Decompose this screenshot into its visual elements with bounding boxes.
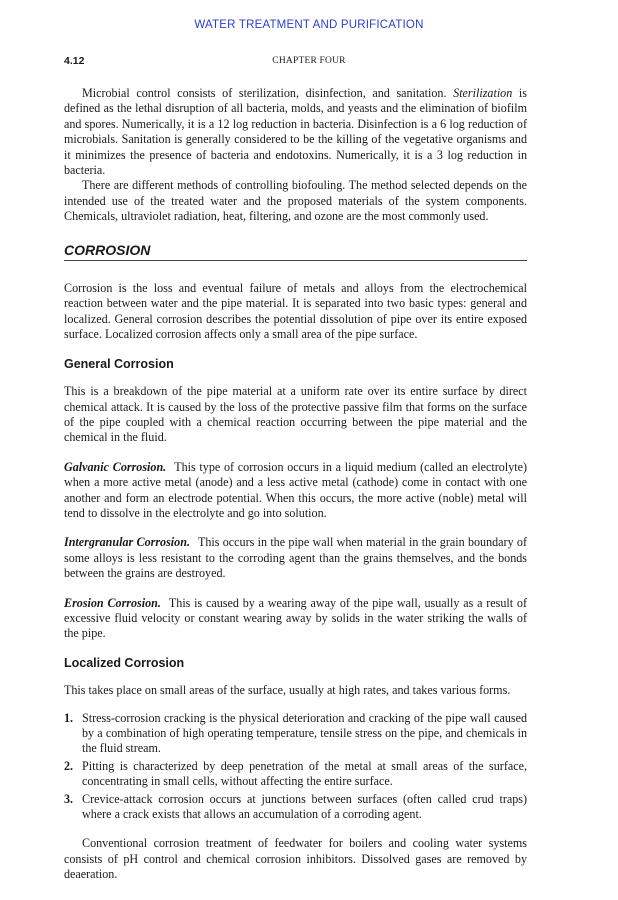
intro-paragraph-1 [64, 86, 527, 178]
localized-corrosion-text: This takes place on small areas of the surface, usually at high rates, and takes various forms. [64, 683, 511, 698]
intro-text-a: Microbial control consists of sterilization, disinfection, and sanitation. [82, 86, 454, 100]
running-head: WATER TREATMENT AND PURIFICATION [194, 19, 424, 31]
list-item [64, 759, 527, 790]
general-corrosion-text: This is a breakdown of the pipe material at a uniform rate over its entire surface by direct chemical attack. It is caused by the loss of the protective passive film that forms on the surface of the pipe coupled with a chemical reaction occurring between the pipe material and the chemical in the fluid. [64, 384, 527, 445]
list-item-text: Pitting is characterized by deep penetration of the metal at small areas of the surface, concentrating in small cells, without affecting the entire surface. [82, 758, 527, 789]
galvanic-paragraph [64, 460, 527, 522]
closing-paragraph: Conventional corrosion treatment of feedwater for boilers and cooling water systems consists of pH control and chemical corrosion inhibitors. Dissolved gases are removed by deaeration. [64, 836, 527, 882]
erosion-paragraph [64, 596, 527, 642]
list-item-number: 1. [64, 710, 74, 725]
subheading-localized-corrosion: Localized Corrosion [64, 655, 185, 670]
subheading-general-corrosion: General Corrosion [64, 356, 174, 371]
intro-paragraph-2: There are different methods of controlling biofouling. The method selected depends on the intended use of the treated water and the proposed materials of the system components. Chemicals, ultraviolet radiation, heat, filtering, and ozone are the most commonly used. [64, 178, 527, 224]
erosion-text: This is caused by a wearing away of the pipe wall, usually as a result of excessive fluid velocity or constant wearing away by solids in the water striking the walls of the pipe. [64, 595, 527, 641]
list-item [64, 792, 527, 823]
list-item-text: Stress-corrosion cracking is the physical deterioration and cracking of the pipe wall caused by a combination of high operating temperature, tensile stress on the pipe, and chemicals in the fluid stream. [82, 710, 527, 756]
list-item-number: 3. [64, 791, 74, 806]
list-item [64, 711, 527, 757]
intergranular-text: This occurs in the pipe wall when material in the grain boundary of some alloys is less resistant to the corroding agent than the grains themselves, and the bonds between the grains are destroyed. [64, 535, 527, 581]
intergranular-paragraph [64, 535, 527, 581]
erosion-label: Erosion Corrosion. [64, 595, 161, 610]
section-heading-corrosion: CORROSION [64, 243, 527, 261]
galvanic-text: This type of corrosion occurs in a liquid medium (called an electrolyte) when a more active metal (anode) and a less active metal (cathode) come in contact with one another and form an electrode potential. When this occurs, the more active (noble) metal will tend to dissolve in the electrolyte and go into solution. [64, 459, 527, 520]
galvanic-label: Galvanic Corrosion. [64, 459, 167, 474]
list-item-number: 2. [64, 758, 74, 773]
list-item-text: Crevice-attack corrosion occurs at junctions between surfaces (often called crud traps) where a crack exists that allows an accumulation of a corroding agent. [82, 791, 527, 822]
intergranular-label: Intergranular Corrosion. [64, 535, 190, 550]
page-number: 4.12 [64, 55, 85, 67]
corrosion-intro: Corrosion is the loss and eventual failure of metals and alloys from the electrochemical reaction between water and the pipe material. It is separated into two basic types: general and localized. General corrosion describes the potential dissolution of pipe over its entire exposed surface. Localized corrosion affects only a small area of the pipe surface. [64, 281, 527, 342]
localized-corrosion-list [64, 711, 527, 823]
body-text [64, 86, 527, 883]
sterilization-term: Sterilization [453, 86, 513, 100]
chapter-label: CHAPTER FOUR [272, 56, 346, 66]
intro-text-b: is defined as the lethal disruption of all bacteria, molds, and yeasts and the elimination of biofilm and spores. Numerically, it is a 12 log reduction in bacteria. Disinfection is a 6 log reduction of microbials. Sanitation is generally considered to be the killing of the vegetative organisms and it minimizes the presence of bacteria and endotoxins. Numerically, it is a 3 log reduction in bacteria. [64, 86, 527, 178]
